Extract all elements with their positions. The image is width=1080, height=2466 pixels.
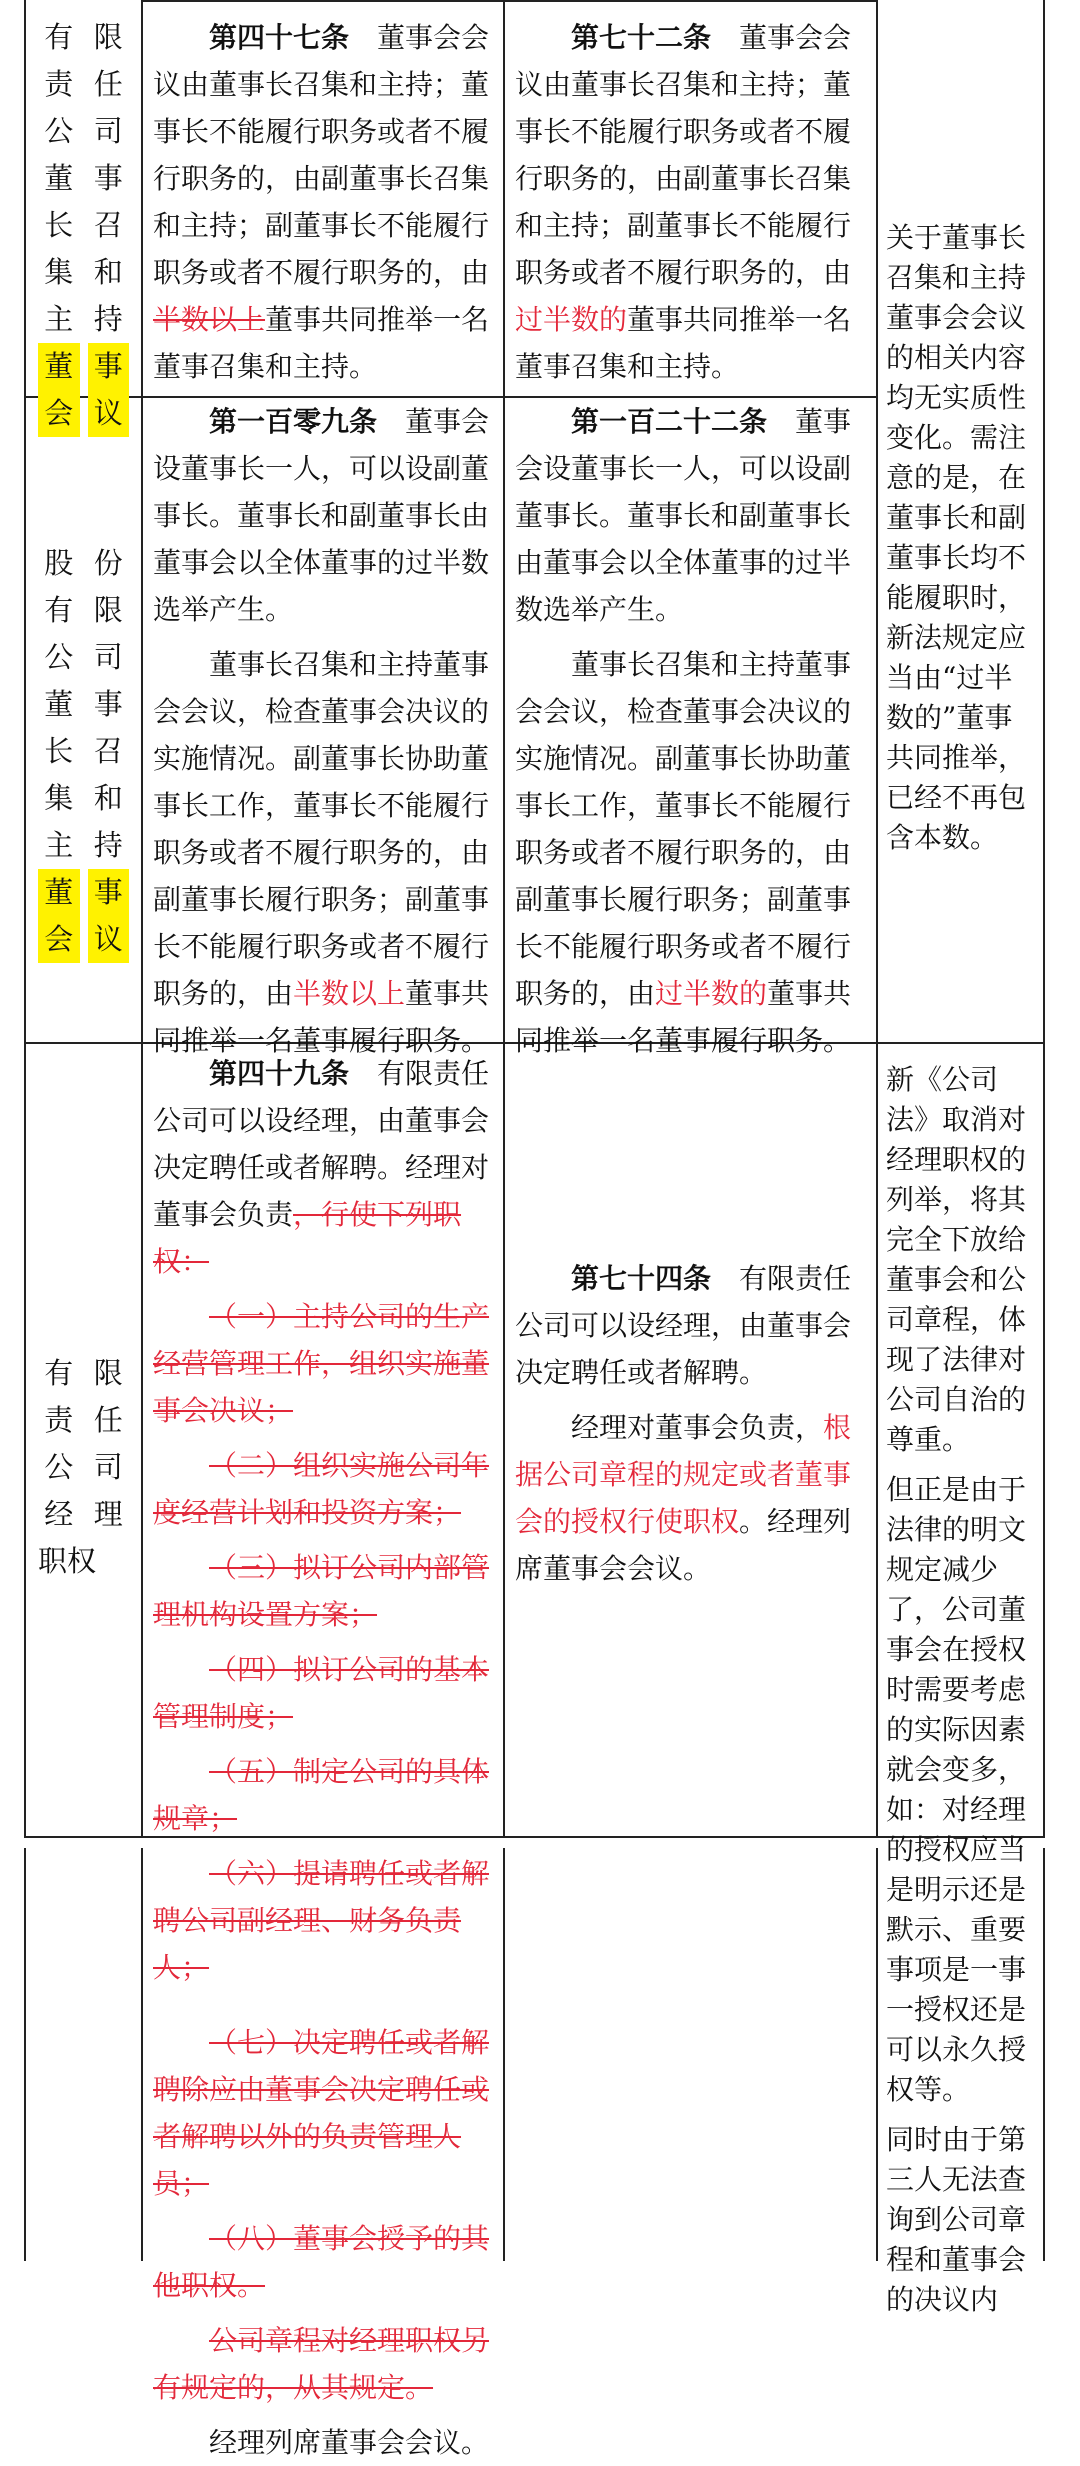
article-number: 第七十二条 — [571, 21, 712, 54]
note-cell-1 — [878, 218, 1043, 858]
topic-char: 议 — [88, 916, 130, 963]
topic-char: 和 — [93, 255, 123, 289]
topic-char: 有 — [44, 20, 74, 54]
topic-char: 有 — [44, 1356, 74, 1390]
topic-char: 主 — [44, 302, 74, 336]
topic-char: 限 — [93, 20, 123, 54]
topic-char: 司 — [93, 1450, 123, 1484]
article-number: 第四十七条 — [209, 21, 350, 54]
topic-char: 任 — [93, 1403, 123, 1437]
article-text: 有限责任公司可以设经理，由董事会决定聘任或者解聘。经理对董事会负责 — [153, 1057, 490, 1231]
topic-char: 份 — [93, 546, 123, 580]
topic-char: 事 — [88, 869, 130, 916]
topic-char: 持 — [93, 828, 123, 862]
topic-char: 公 — [44, 640, 74, 674]
article-text: 董事会设董事长一人，可以设副董事长。董事长和副董事长由董事会以全体董事的过半数选举产生。 — [515, 405, 852, 626]
topic-char: 限 — [93, 593, 123, 627]
topic-char: 召 — [93, 734, 123, 768]
topic-char: 董 — [44, 687, 74, 721]
topic-char: 有 — [44, 593, 74, 627]
topic-char: 集 — [44, 255, 74, 289]
deleted-item: 公司章程对经理职权另有规定的，从其规定。 — [153, 2324, 490, 2404]
new-law-cell-1 — [505, 14, 876, 390]
row-line-top — [141, 0, 878, 2]
old-law-cell-3 — [143, 1050, 503, 2466]
topic-char: 事 — [93, 161, 123, 195]
topic-char: 董 — [38, 869, 80, 916]
note-text: 同时由于第三人无法查询到公司章程和董事会的决议内 — [886, 2123, 1027, 2316]
topic-char: 理 — [93, 1497, 123, 1531]
old-law-cell-2 — [143, 398, 503, 1064]
article-text: 董事会设董事长一人，可以设副董事长。董事长和副董事长由董事会以全体董事的过半数选举产生。 — [153, 405, 490, 626]
topic-char: 责 — [44, 67, 74, 101]
note-text: 但正是由于法律的明文规定减少了，公司董事会在授权时需要考虑的实际因素就会变多，如：对经理的授权应当是明示还是默示、重要事项是一事一授权还是可以永久授权等。 — [886, 1473, 1027, 2106]
topic-char: 司 — [93, 640, 123, 674]
deleted-item: （七）决定聘任或者解聘除应由董事会决定聘任或者解聘以外的负责管理人员； — [153, 2026, 490, 2200]
article-text: 董事长召集和主持董事会会议，检查董事会决议的实施情况。副董事长协助董事长工作，董事长不能履行职务或者不履行职务的，由副董事长履行职务；副董事长不能履行职务或者不履行职务的，由 — [515, 648, 852, 1010]
topic-char: 持 — [93, 302, 123, 336]
deleted-text: ，行使下列职权： — [153, 1198, 462, 1278]
new-law-cell-2 — [505, 398, 876, 1064]
article-text: 董事会会议由董事长召集和主持；董事长不能履行职务或者不履行职务的，由副董事长召集和主持；副董事长不能履行职务或者不履行职务的，由 — [515, 21, 852, 289]
amended-text: 过半数的 — [655, 977, 768, 1010]
topic-char: 事 — [93, 687, 123, 721]
topic-char: 长 — [44, 208, 74, 242]
note-text: 新《公司法》取消对经理职权的列举，将其完全下放给董事会和公司章程，体现了法律对公司自治的尊重。 — [886, 1063, 1027, 1456]
new-law-cell-3 — [505, 1255, 876, 1592]
topic-char: 长 — [44, 734, 74, 768]
topic-char: 公 — [44, 114, 74, 148]
topic-char: 集 — [44, 781, 74, 815]
deleted-item: （六）提请聘任或者解聘公司副经理、财务负责人； — [153, 1857, 490, 1984]
highlighted-text: 半数以上 — [293, 977, 406, 1010]
topic-char: 会 — [38, 916, 80, 963]
topic-char: 和 — [93, 781, 123, 815]
deleted-item: （一）主持公司的生产经营管理工作，组织实施董事会决议； — [153, 1300, 490, 1427]
article-text: 董事共同推举一名董事召集和主持。 — [153, 303, 490, 383]
topic-char: 召 — [93, 208, 123, 242]
deleted-item: （五）制定公司的具体规章； — [153, 1755, 490, 1835]
topic-char: 公 — [44, 1450, 74, 1484]
topic-char: 主 — [44, 828, 74, 862]
deleted-item: （三）拟订公司内部管理机构设置方案； — [153, 1551, 490, 1631]
topic-char: 董 — [44, 161, 74, 195]
deleted-text: 半数以上 — [153, 303, 266, 336]
topic-char: 任 — [93, 67, 123, 101]
topic-char: 责 — [44, 1403, 74, 1437]
article-text: 董事共同推举一名董事履行职务。 — [515, 977, 852, 1057]
article-number: 第一百零九条 — [209, 405, 378, 438]
topic-char: 议 — [88, 390, 130, 437]
amended-text: 过半数的 — [515, 303, 628, 336]
article-number: 第七十四条 — [571, 1262, 712, 1295]
article-number: 第一百二十二条 — [571, 405, 768, 438]
topic-char: 董 — [38, 343, 80, 390]
note-text: 关于董事长召集和主持董事会会议的相关内容均无实质性变化。需注意的是，在董事长和副董事长均不能履职时，新法规定应当由“过半数的”董事共同推举，已经不再包含本数。 — [886, 221, 1027, 854]
article-text: 董事共同推举一名董事召集和主持。 — [515, 303, 852, 383]
article-text: 董事共同推举一名董事履行职务。 — [153, 977, 490, 1057]
topic-cell-3 — [26, 1350, 141, 1585]
article-text: 经理列席董事会会议。 — [209, 2426, 490, 2459]
table-border-right — [1043, 0, 1045, 2261]
deleted-item: （二）组织实施公司年度经营计划和投资方案； — [153, 1449, 490, 1529]
article-number: 第四十九条 — [209, 1057, 350, 1090]
article-text: 。经理列席董事会会议。 — [515, 1505, 852, 1585]
article-text: 经理对董事会负责， — [571, 1411, 824, 1444]
topic-char: 会 — [38, 390, 80, 437]
article-text: 董事会会议由董事长召集和主持；董事长不能履行职务或者不履行职务的，由副董事长召集和主持；副董事长不能履行职务或者不履行职务的，由 — [153, 21, 490, 289]
topic-cell-2 — [26, 540, 141, 963]
deleted-item: （八）董事会授予的其他职权。 — [153, 2222, 490, 2302]
note-cell-2 — [878, 1060, 1043, 2320]
deleted-item: （四）拟订公司的基本管理制度； — [153, 1653, 490, 1733]
topic-char: 职权 — [38, 1544, 97, 1578]
topic-char: 司 — [93, 114, 123, 148]
topic-char: 限 — [93, 1356, 123, 1390]
old-law-cell-1 — [143, 14, 503, 390]
article-text: 有限责任公司可以设经理，由董事会决定聘任或者解聘。 — [515, 1262, 852, 1389]
article-text: 董事长召集和主持董事会会议，检查董事会决议的实施情况。副董事长协助董事长工作，董事长不能履行职务或者不履行职务的，由副董事长履行职务；副董事长不能履行职务或者不履行职务的，由 — [153, 648, 490, 1010]
topic-char: 经 — [44, 1497, 74, 1531]
amended-text: 根据公司章程的规定或者董事会的授权行使职权 — [515, 1411, 852, 1538]
topic-cell-1 — [26, 14, 141, 437]
topic-char: 股 — [44, 546, 74, 580]
topic-char: 事 — [88, 343, 130, 390]
